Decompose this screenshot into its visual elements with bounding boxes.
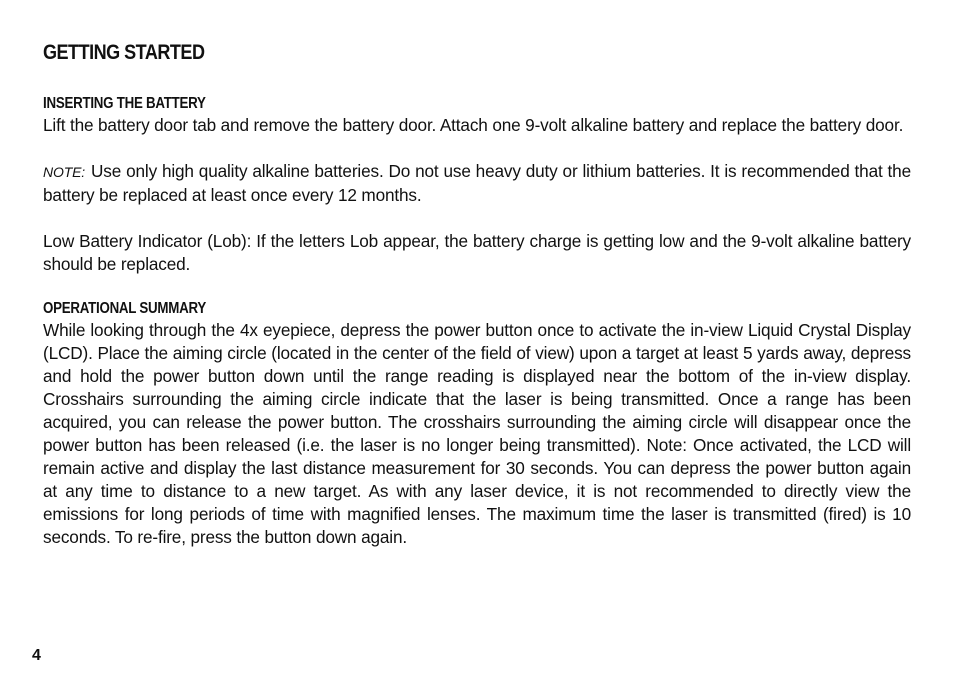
operation-summary: While looking through the 4x eyepiece, depress the power button once to activate the in-view Liquid Crystal Display (LCD). Place the aiming circle (located in the center of the field of view) upon a target at least 5 yards away, depress and hold the power button down until the range reading is displayed near the bottom of the in-view display. Crosshairs surrounding the aiming circle indicate that the laser is being transmitted. Once a range has been acquired, you can release the power button. The crosshairs surrounding the aiming circle will disappear once the power button has been released (i.e. the laser is no longer being transmitted). Note: Once activated, the LCD will remain active and display the last distance measurement for 30 seconds. You can depress the power button again at any time to distance to a new target. As with any laser device, it is not recommended to directly view the emissions for long periods of time with magnified lenses. The maximum time the laser is transmitted (fired) is 10 seconds. To re-fire, press the button down again. xyxy=(43,320,911,547)
battery-heading: INSERTING THE BATTERY xyxy=(43,95,206,112)
manual-page xyxy=(43,40,911,549)
page-title: GETTING STARTED xyxy=(43,41,205,64)
low-battery-indicator: Low Battery Indicator (Lob): If the letters Lob appear, the battery charge is getting low and the 9-volt alkaline battery should be replaced. xyxy=(43,231,911,274)
battery-instructions: Lift the battery door tab and remove the battery door. Attach one 9-volt alkaline battery and replace the battery door. xyxy=(43,115,904,135)
page-number: 4 xyxy=(32,647,41,664)
battery-note xyxy=(43,160,911,207)
spacer xyxy=(43,66,911,94)
spacer xyxy=(43,207,911,230)
note-label: NOTE: xyxy=(43,164,86,180)
note-text: Use only high quality alkaline batteries. Do not use heavy duty or lithium batteries. It is recommended that the battery be replaced at least once every 12 months. xyxy=(43,161,911,205)
operation-heading: OPERATIONAL SUMMARY xyxy=(43,300,206,317)
spacer xyxy=(43,276,911,299)
spacer xyxy=(43,137,911,160)
